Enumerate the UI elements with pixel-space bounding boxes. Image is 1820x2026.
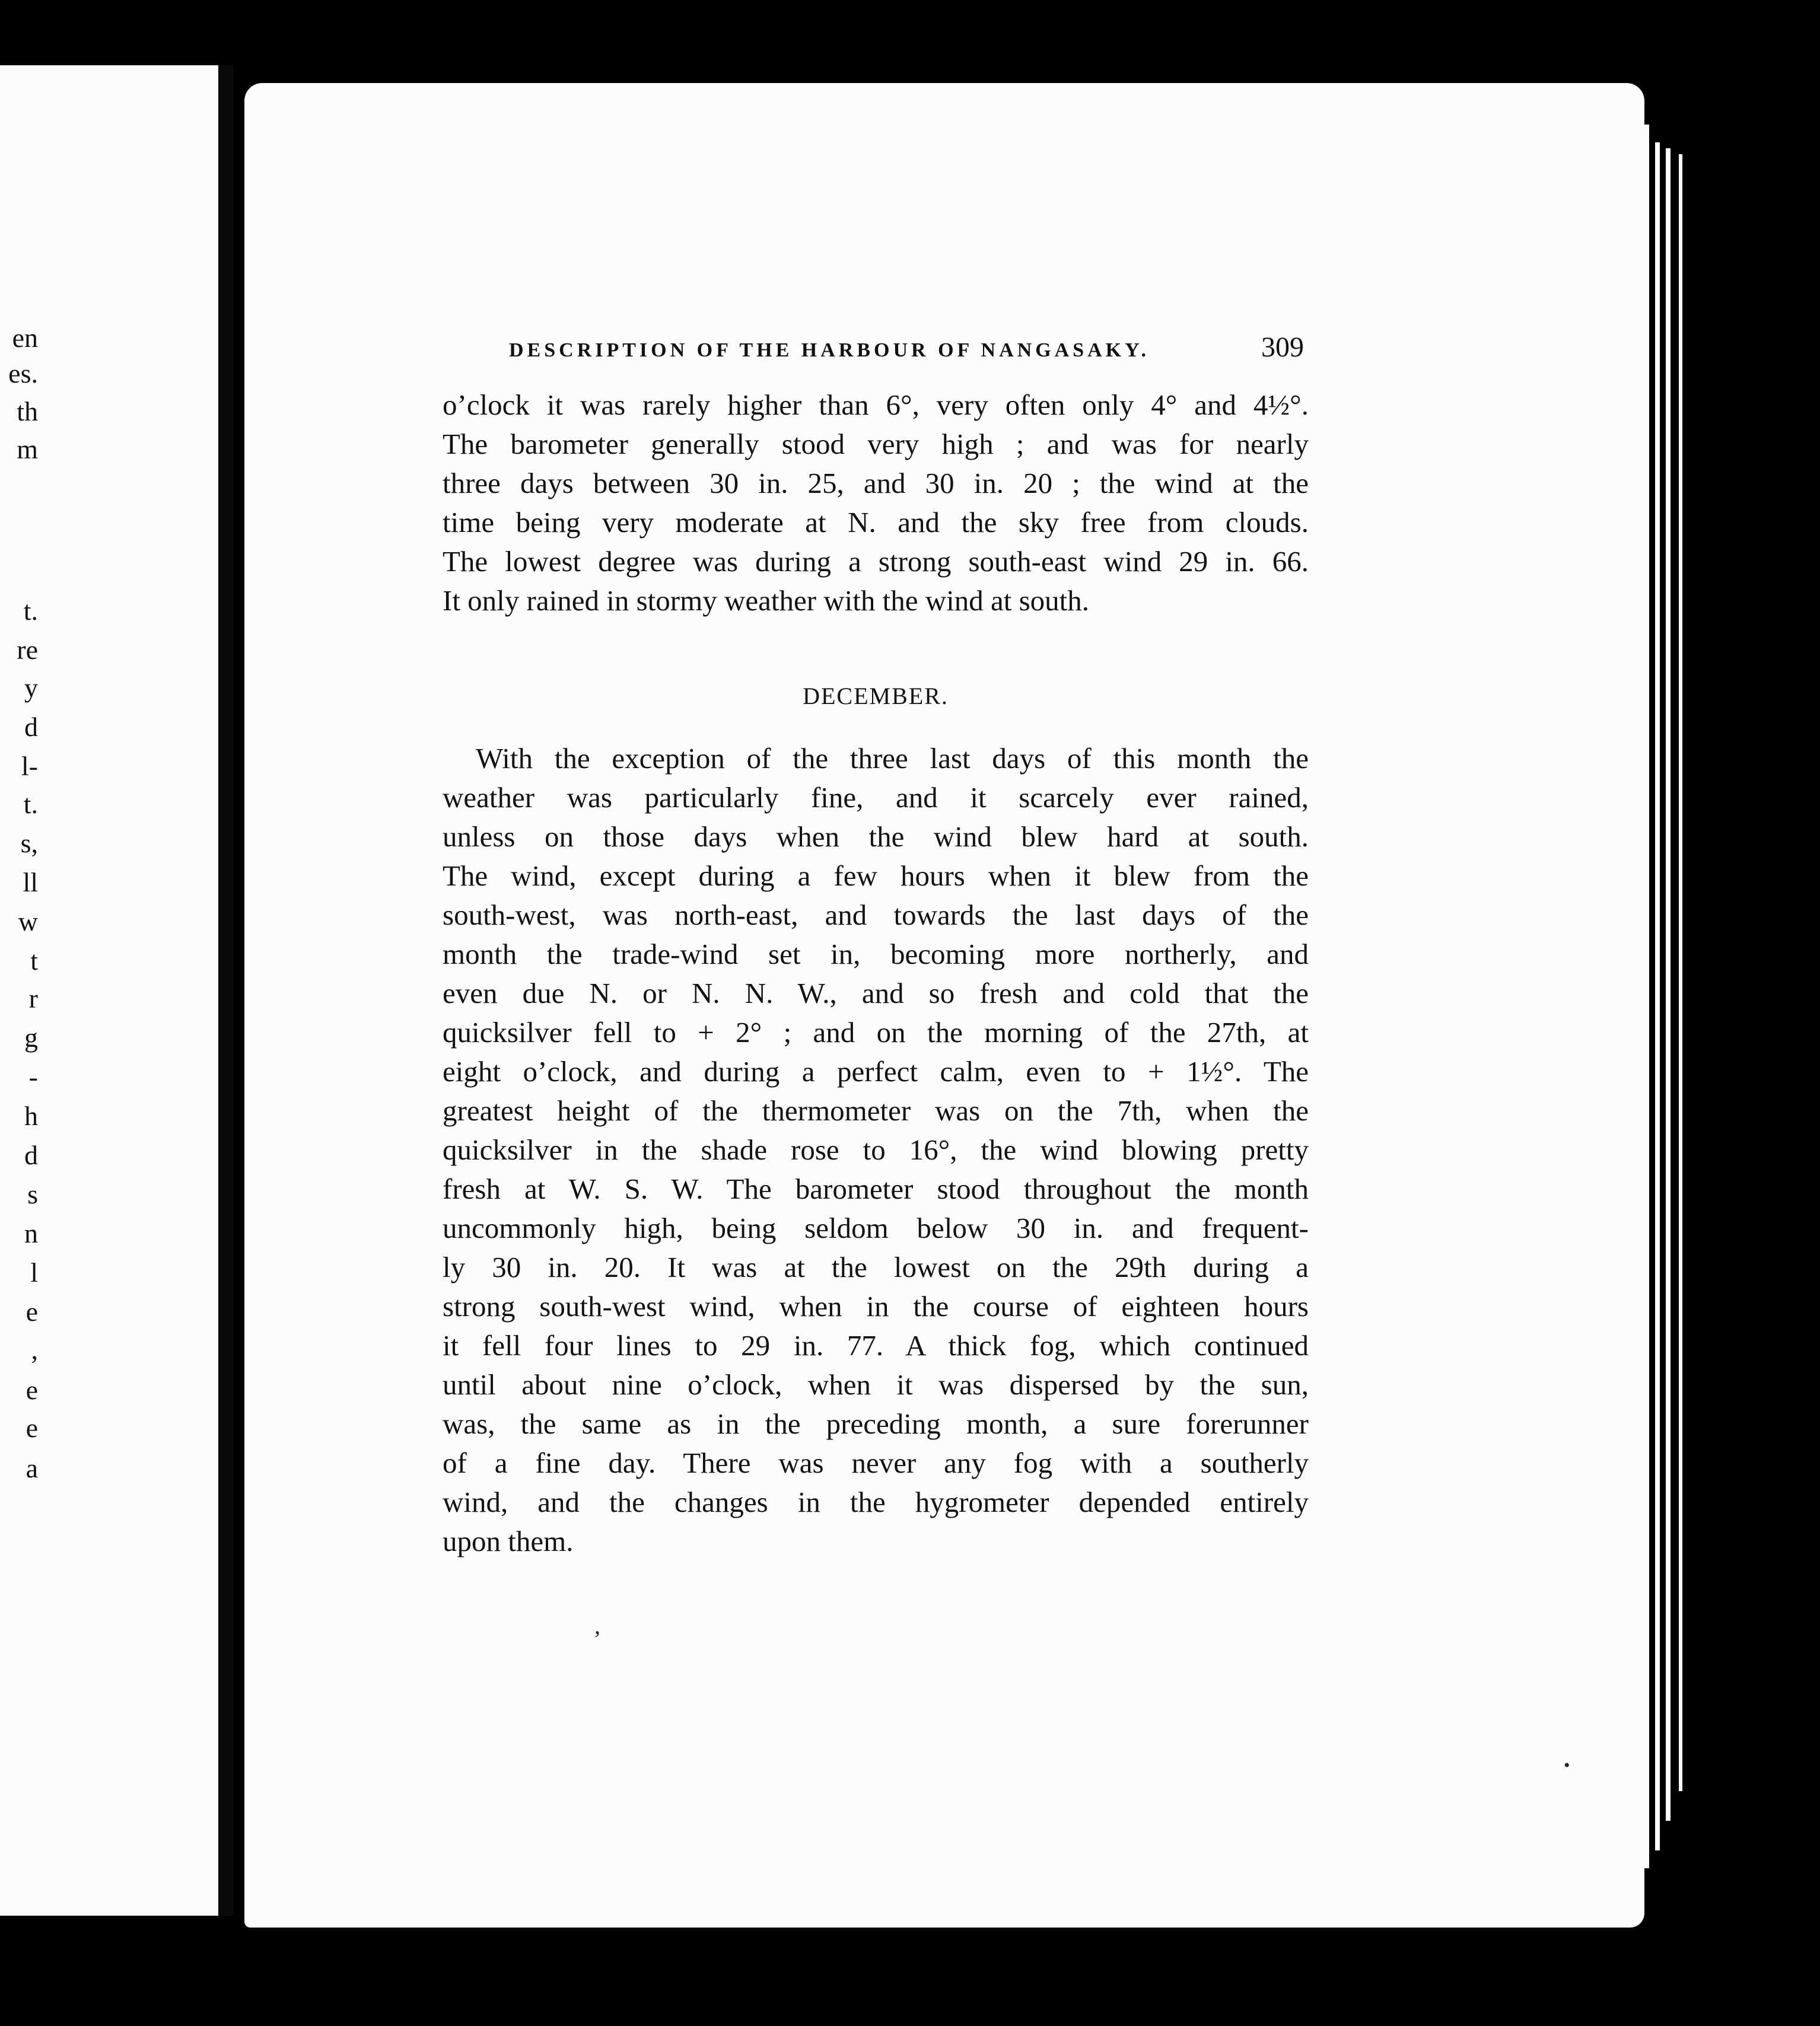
scan-speck: ’: [593, 1626, 602, 1652]
text-line: greatest height of the thermometer was on the 7th, when the: [443, 1094, 1309, 1127]
previous-page-fragment: s,: [20, 828, 38, 858]
previous-page-fragment: -: [28, 1062, 38, 1092]
previous-page-fragment: t.: [23, 595, 38, 626]
text-line: wind, and the changes in the hygrometer depended entirely: [443, 1486, 1309, 1518]
previous-page-fragment: l: [30, 1257, 38, 1288]
text-line: unless on those days when the wind blew hard at south.: [443, 820, 1309, 853]
previous-page-fragment: h: [24, 1101, 38, 1131]
previous-page-fragment: n: [24, 1218, 38, 1248]
text-line: time being very moderate at N. and the sky free from clouds.: [443, 506, 1309, 539]
text-line: until about nine o’clock, when it was dispersed by the sun,: [443, 1368, 1309, 1401]
page-edge: [1644, 125, 1649, 1868]
previous-page-fragment: w: [18, 906, 38, 936]
text-line: quicksilver fell to + 2° ; and on the morning of the 27th, at: [443, 1016, 1309, 1049]
december-paragraph: [443, 739, 1309, 1561]
text-line: south-west, was north-east, and towards the last days of the: [443, 899, 1309, 931]
previous-page-fragment: ll: [23, 867, 38, 897]
page-number: 309: [1261, 332, 1304, 363]
text-line: even due N. or N. N. W., and so fresh and cold that the: [443, 977, 1309, 1009]
text-line: uncommonly high, being seldom below 30 in. and frequent-: [443, 1212, 1309, 1244]
text-line: ly 30 in. 20. It was at the lowest on the 29th during a: [443, 1251, 1309, 1283]
page-edge: [1666, 148, 1671, 1821]
previous-page-fragment: r: [28, 983, 38, 1014]
previous-page-fragment: y: [24, 673, 38, 703]
text-line: fresh at W. S. W. The barometer stood throughout the month: [443, 1173, 1309, 1205]
previous-page-fragment: e: [26, 1375, 38, 1405]
running-head: [509, 331, 1304, 372]
text-line: strong south-west wind, when in the course of eighteen hours: [443, 1290, 1309, 1323]
text-line: quicksilver in the shade rose to 16°, the wind blowing pretty: [443, 1133, 1309, 1166]
text-line: weather was particularly fine, and it scarcely ever rained,: [443, 781, 1309, 814]
continued-paragraph: [443, 386, 1309, 620]
previous-page-fragment: a: [26, 1453, 38, 1483]
previous-page-fragment: es.: [8, 358, 38, 388]
section-heading: DECEMBER.: [803, 683, 949, 709]
previous-page-fragment: g: [24, 1022, 38, 1053]
previous-page-fragment: l-: [21, 751, 38, 781]
previous-page-fragment: d: [24, 1140, 38, 1170]
text-line: o’clock it was rarely higher than 6°, very often only 4° and 4½°.: [443, 388, 1309, 421]
text-line: month the trade-wind set in, becoming more northerly, and: [443, 938, 1309, 970]
running-title: DESCRIPTION OF THE HARBOUR OF NANGASAKY.: [509, 339, 1150, 361]
previous-page-fragment: e: [26, 1296, 38, 1327]
page-edge: [1655, 142, 1660, 1850]
previous-page-fragment: en: [12, 323, 38, 353]
previous-page-fragment: s: [27, 1179, 38, 1209]
previous-page-fragment: e: [26, 1413, 38, 1443]
previous-page: [0, 65, 234, 1916]
page-edge: [1679, 154, 1682, 1791]
previous-page-fragment: re: [17, 635, 38, 665]
previous-page-fragment: m: [17, 434, 38, 464]
text-line: three days between 30 in. 25, and 30 in. 20 ; the wind at the: [443, 467, 1309, 499]
text-line: was, the same as in the preceding month, a sure forerunner: [443, 1407, 1309, 1440]
text-line: The wind, except during a few hours when it blew from the: [443, 859, 1309, 892]
previous-page-fragment: ,: [31, 1334, 38, 1365]
previous-page-fragment: th: [17, 396, 38, 426]
text-line: of a fine day. There was never any fog with a southerly: [443, 1447, 1309, 1479]
text-line: it fell four lines to 29 in. 77. A thick fog, which continued: [443, 1329, 1309, 1362]
text-line: eight o’clock, and during a perfect calm, even to + 1½°. The: [443, 1055, 1309, 1088]
scan-speck: •: [1564, 1756, 1570, 1775]
text-line: The lowest degree was during a strong south-east wind 29 in. 66.: [443, 545, 1309, 578]
previous-page-fragment: t: [30, 945, 38, 976]
previous-page-fragment: t.: [23, 789, 38, 819]
text-line: With the exception of the three last days of this month the: [476, 742, 1309, 775]
text-line: upon them.: [443, 1525, 574, 1557]
text-line: The barometer generally stood very high ; and was for nearly: [443, 428, 1309, 460]
previous-page-fragment: d: [24, 712, 38, 742]
text-line: It only rained in stormy weather with the wind at south.: [443, 584, 1090, 617]
